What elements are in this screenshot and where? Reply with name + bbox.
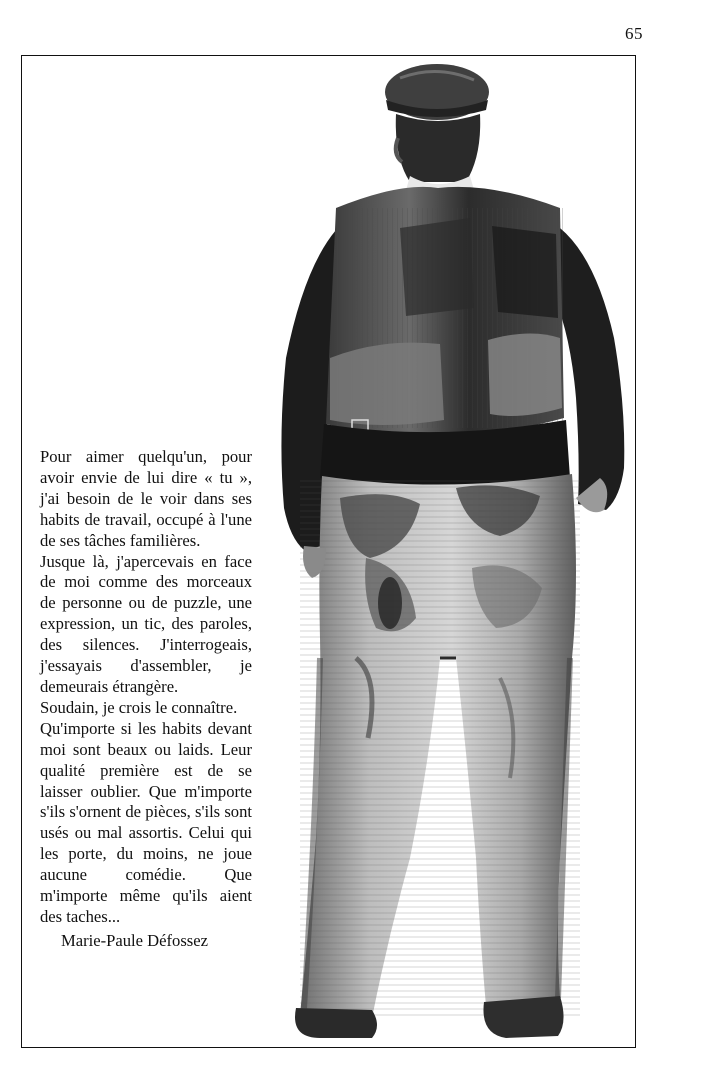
text-block <box>40 447 252 952</box>
paragraph: Soudain, je crois le connaître. <box>40 697 238 717</box>
paragraph: Qu'importe si les habits devant moi sont beaux ou laids. Leur qualité première est de se laisser oublier. Que m'importe s'ils s'ornent de pièces, s'ils sont usés ou mal assortis. Celui qui les porte, du moins, ne joue aucune comédie. Que m'importe même qu'ils aient des taches... <box>40 718 252 926</box>
paragraph: Pour aimer quelqu'un, pour avoir envie de lui dire « tu », j'ai besoin de le voir dans ses habits de travail, occupé à l'une de ses tâches familières. <box>40 447 252 550</box>
cap <box>385 64 489 120</box>
worker-photo <box>260 58 636 1046</box>
page-number: 65 <box>625 24 643 43</box>
paragraph: Jusque là, j'apercevais en face de moi comme des morceaux de personne ou de puzzle, une expression, un tic, des paroles, des silences. J'interrogeais, j'essayais d'assembler, je demeurais étrangère. <box>40 551 252 696</box>
author-signature: Marie-Paule Défossez <box>61 930 208 950</box>
